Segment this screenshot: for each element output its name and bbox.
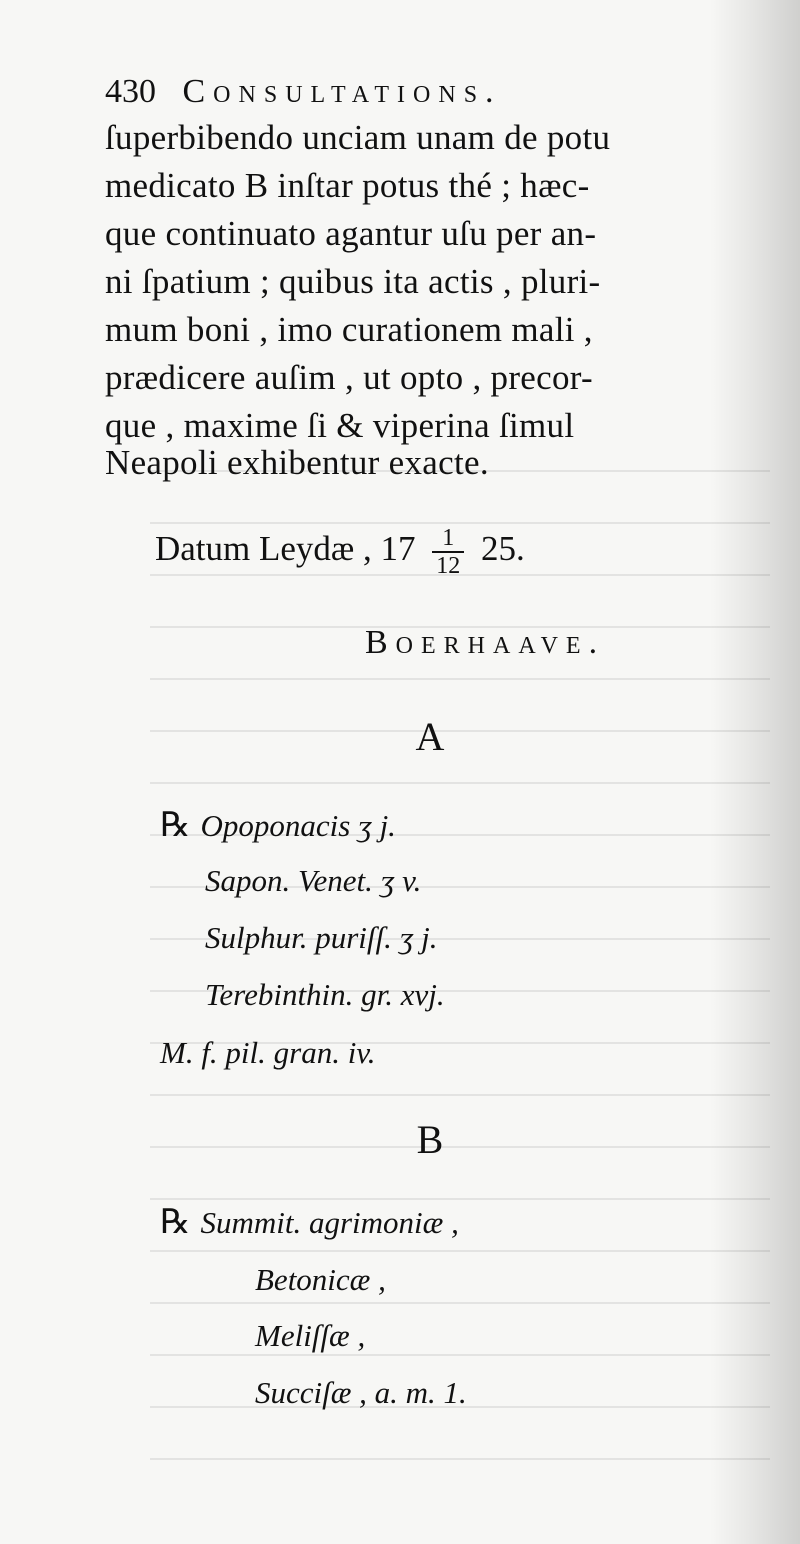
date-fraction — [432, 525, 464, 579]
body-line: ni ſpatium ; quibus ita actis , pluri- — [105, 262, 601, 301]
running-head — [105, 70, 665, 114]
recipe-b-line — [160, 1200, 459, 1246]
recipe-b-line: Meliſſæ , — [255, 1318, 366, 1353]
body-line: ſuperbibendo unciam unam de potu — [105, 118, 611, 157]
recipe-symbol-icon: ℞ — [160, 1204, 191, 1241]
recipe-b-line-text: Summit. agrimoniæ , — [200, 1205, 459, 1240]
dateline-year-start: 17 — [380, 529, 416, 569]
running-title: Consultations. — [182, 73, 502, 110]
body-line: que continuato agantur uſu per an- — [105, 214, 597, 253]
page-number: 430 — [105, 73, 156, 110]
recipe-a-heading: A — [415, 714, 445, 759]
body-line: que , maxime ſi & viperina ſimul — [105, 406, 575, 445]
recipe-a-line-text: Opoponacis ʒ j. — [200, 808, 396, 843]
author-signature: Boerhaave. — [365, 624, 606, 661]
dateline-year-end: 25. — [481, 529, 525, 569]
recipe-a-line: Sapon. Venet. ʒ v. — [205, 863, 422, 898]
recipe-a-line: M. f. pil. gran. iv. — [160, 1035, 376, 1070]
body-line: medicato B inſtar potus thé ; hæc- — [105, 166, 590, 205]
recipe-b-line: Betonicæ , — [255, 1262, 386, 1297]
dateline-text: Datum Leydæ , — [155, 529, 372, 569]
recipe-b-line: Succiſæ , a. m. 1. — [255, 1375, 467, 1410]
fraction-numerator: 1 — [432, 525, 464, 553]
fraction-denominator: 12 — [436, 553, 461, 579]
recipe-a-line: Terebinthin. gr. xvj. — [205, 977, 445, 1012]
recipe-a-line — [160, 803, 396, 849]
recipe-b-heading: B — [416, 1117, 444, 1162]
body-line: prædicere auſim , ut opto , precor- — [105, 358, 593, 397]
body-line: mum boni , imo curationem mali , — [105, 310, 593, 349]
page-gutter-shadow — [710, 0, 800, 1544]
dateline — [155, 525, 635, 595]
recipe-symbol-icon: ℞ — [160, 807, 191, 844]
body-line: Neapoli exhibentur exacte. — [105, 443, 489, 482]
recipe-a-line: Sulphur. puriſſ. ʒ j. — [205, 920, 438, 955]
